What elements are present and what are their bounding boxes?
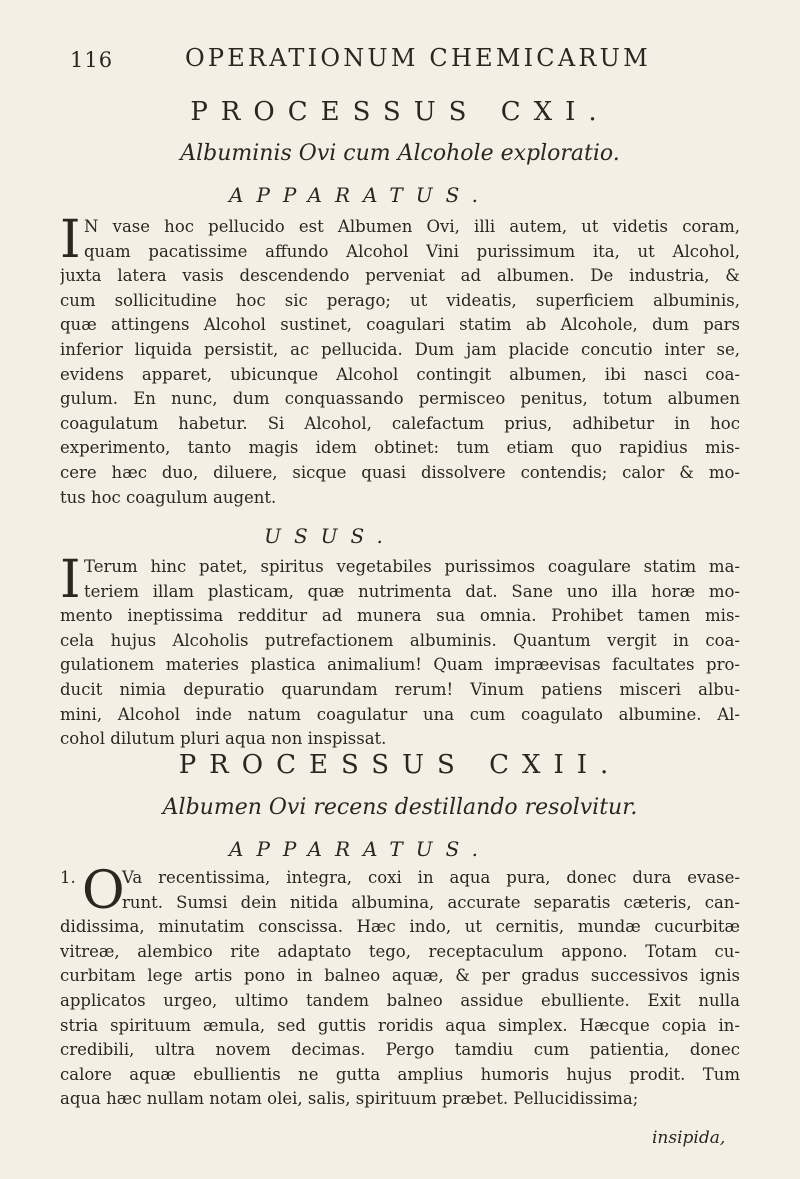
processus-cxi-heading: PROCESSUS CXI. — [190, 97, 610, 127]
text-line: mini, Alcohol inde natum coagulatur una cum coagulato albumine. Al- — [60, 704, 740, 724]
text-line: quam pacatissime affundo Alcohol Vini purissimum ita, ut Alcohol, — [84, 241, 740, 261]
text-line: juxta latera vasis descendendo perveniat ad albumen. De industria, & — [60, 266, 740, 286]
text-line: aqua hæc nullam notam olei, salis, spirituum præbet. Pellucidissima; — [60, 1089, 639, 1109]
text-line: vitreæ, alembico rite adaptato tego, receptaculum appono. Totam cu- — [60, 941, 740, 961]
text-line: applicatos urgeo, ultimo tandem balneo assidue ebulliente. Exit nulla — [60, 990, 740, 1010]
processus-cxii-heading: PROCESSUS CXII. — [178, 750, 622, 780]
text-line: tus hoc coagulum augent. — [60, 487, 277, 507]
running-title: OPERATIONUM CHEMICARUM — [185, 44, 651, 72]
text-line: stria spirituum æmula, sed guttis roridis aqua simplex. Hæcque copia in- — [60, 1015, 740, 1035]
text-line: cum sollicitudine hoc sic perago; ut videatis, superficiem albuminis, — [60, 290, 740, 310]
text-line: gulum. En nunc, dum conquassando permisceo penitus, totum albumen — [60, 389, 740, 409]
text-line: coagulatum habetur. Si Alcohol, calefactum prius, adhibetur in hoc — [60, 413, 740, 433]
text-line: runt. Sumsi dein nitida albumina, accurate separatis cæteris, can- — [122, 892, 740, 912]
processus-cxii-apparatus-label: APPARATUS. — [229, 837, 491, 861]
text-line: ducit nimia depuratio quarundam rerum! Vinum patiens misceri albu- — [60, 679, 740, 699]
text-line: cela hujus Alcoholis putrefactionem albuminis. Quantum vergit in coa- — [60, 630, 740, 650]
page-number: 116 — [70, 48, 114, 72]
text-line: credibili, ultra novem decimas. Pergo tamdiu cum patientia, donec — [60, 1040, 740, 1060]
text-line: gulationem materies plastica animalium! Quam impræevisas facultates pro- — [60, 655, 740, 675]
text-line: curbitam lege artis pono in balneo aquæ, & per gradus successivos ignis — [60, 966, 740, 986]
drop-cap: O — [82, 861, 125, 921]
text-line: mento ineptissima redditur ad munera sua omnia. Prohibet tamen mis- — [60, 606, 740, 626]
paragraph-number: 1. — [60, 868, 76, 887]
catchword: insipida, — [652, 1128, 726, 1148]
text-line: experimento, tanto magis idem obtinet: tum etiam quo rapidius mis- — [60, 438, 740, 458]
text-line: cere hæc duo, diluere, sicque quasi dissolvere contendis; calor & mo- — [60, 462, 740, 482]
usus-label: USUS. — [264, 524, 396, 548]
text-line: Terum hinc patet, spiritus vegetabiles purissimos coagulare statim ma- — [84, 557, 740, 576]
text-line: N vase hoc pellucido est Albumen Ovi, illi autem, ut videtis coram, — [84, 217, 740, 236]
running-head — [70, 44, 710, 78]
processus-cxii-subtitle: Albumen Ovi recens destillando resolvitur. — [162, 795, 638, 820]
text-line: evidens apparet, ubicunque Alcohol contingit albumen, ibi nasci coa- — [60, 364, 740, 384]
text-line: quæ attingens Alcohol sustinet, coagulari statim ab Alcohole, dum pars — [60, 315, 740, 335]
text-line: teriem illam plasticam, quæ nutrimenta dat. Sane uno illa horæ mo- — [84, 581, 740, 601]
processus-cxi-subtitle: Albuminis Ovi cum Alcohole exploratio. — [180, 141, 620, 166]
text-line: Va recentissima, integra, coxi in aqua pura, donec dura evase- — [122, 868, 740, 887]
processus-cxi-apparatus-label: APPARATUS. — [229, 183, 491, 207]
text-line: inferior liquida persistit, ac pellucida. Dum jam placide concutio inter se, — [60, 339, 740, 359]
drop-cap: I — [60, 550, 81, 610]
text-line: didissima, minutatim conscissa. Hæc indo, ut cernitis, mundæ cucurbitæ — [60, 917, 740, 937]
usus-text — [60, 550, 740, 752]
text-line: cohol dilutum pluri aqua non inspissat. — [60, 729, 387, 749]
text-line: calore aquæ ebullientis ne gutta amplius humoris hujus prodit. Tum — [60, 1064, 740, 1084]
processus-cxi-apparatus-text — [60, 210, 740, 510]
processus-cxii-apparatus-text — [60, 861, 740, 1112]
drop-cap: I — [60, 210, 81, 270]
